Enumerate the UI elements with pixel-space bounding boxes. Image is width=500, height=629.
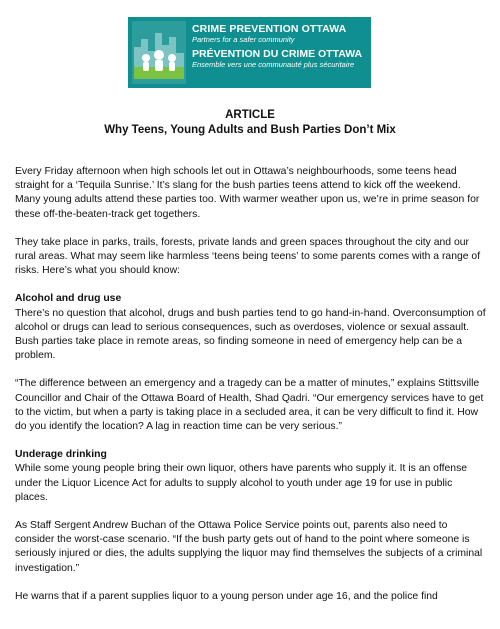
- logo-tagline-french: Ensemble vers une communauté plus sécuritaire: [192, 60, 355, 69]
- article-body: [15, 165, 487, 618]
- section-paragraph: While some young people bring their own liquor, others have parents who supply it. It is an offense under the Liquor Licence Act for adults to supply alcohol to youth under age 19 for use in public places.: [15, 463, 468, 503]
- article-title: Why Teens, Young Adults and Bush Parties Don’t Mix: [104, 124, 396, 136]
- intro-paragraph: They take place in parks, trails, forests, private lands and green spaces throughout the city and our rural areas. What may seem like harmless ‘teens being teens’ to some parents comes with a range of risks. Here’s what you should know:: [15, 236, 481, 277]
- section-paragraph: There’s no question that alcohol, drugs and bush parties tend to go hand-in-hand. Overconsumption of alcohol or drugs can lead to serious consequences, such as overdoses, violence or sexual assault. Bush parties take place in remote areas, so finding someone in need of emergency help can be a problem.: [15, 307, 486, 362]
- section-paragraph: As Staff Sergent Andrew Buchan of the Ottawa Police Service points out, parents also need to consider the worst-case scenario. “If the bush party gets out of hand to the point where someone is seriously injured or dies, the adults supplying the liquor may find themselves the subjects of a criminal investigation.”: [15, 520, 483, 574]
- logo-name-english: CRIME PREVENTION OTTAWA: [192, 23, 347, 35]
- section-paragraph: He warns that if a parent supplies liquor to a young person under age 16, and the police find: [15, 590, 438, 602]
- logo-tagline-english: Partners for a safer community: [192, 35, 295, 44]
- section-heading-underage-drinking: Underage drinking: [15, 449, 107, 461]
- section-paragraph: “The difference between an emergency and a tragedy can be a matter of minutes,” explains Stittsville Councillor and Chair of the Ottawa Board of Health, Shad Qadri. “Our emergency services have to get to the victim, but when a party is taking place in a secluded area, it can be very difficult to find it. How do you identify the location? A lag in reaction time can be very serious.”: [15, 378, 484, 433]
- article-label: ARTICLE: [225, 109, 275, 121]
- crime-prevention-ottawa-logo: [128, 17, 371, 88]
- section-heading-alcohol-drug-use: Alcohol and drug use: [15, 293, 122, 305]
- intro-paragraph: Every Friday afternoon when high schools let out in Ottawa’s neighbourhoods, some teens head straight for a ‘Tequila Sunrise.’ It’s slang for the bush parties teens attend to kick off the weekend. Many young adults attend these parties too. With warmer weather upon us, we’re in prime season for these off-the-beaten-track get togethers.: [15, 166, 480, 220]
- logo-name-french: PRÉVENTION DU CRIME OTTAWA: [192, 48, 363, 60]
